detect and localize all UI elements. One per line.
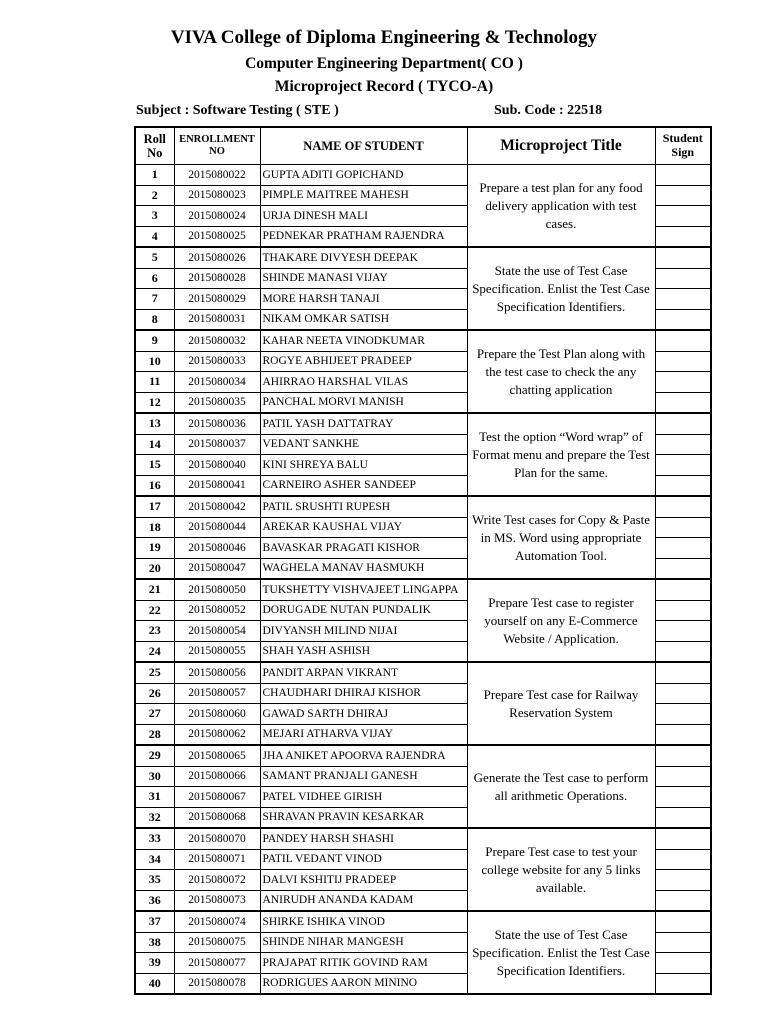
student-name: CARNEIRO ASHER SANDEEP <box>260 475 467 496</box>
roll-number: 1 <box>135 165 174 186</box>
enrollment-number: 2015080067 <box>174 787 260 808</box>
roll-number: 37 <box>135 911 174 932</box>
enrollment-number: 2015080044 <box>174 517 260 538</box>
microproject-title: Test the option “Word wrap” of Format menu and prepare the Test Plan for the same. <box>467 413 655 496</box>
enrollment-number: 2015080034 <box>174 372 260 393</box>
roll-number: 9 <box>135 330 174 351</box>
student-name: PATIL YASH DATTATRAY <box>260 413 467 434</box>
enrollment-number: 2015080033 <box>174 351 260 372</box>
student-name: AREKAR KAUSHAL VIJAY <box>260 517 467 538</box>
student-sign-cell <box>655 600 711 621</box>
student-name: BAVASKAR PRAGATI KISHOR <box>260 538 467 559</box>
roll-number: 38 <box>135 932 174 953</box>
student-name: JHA ANIKET APOORVA RAJENDRA <box>260 745 467 766</box>
roll-number: 12 <box>135 392 174 413</box>
student-sign-cell <box>655 538 711 559</box>
table-row <box>135 828 711 849</box>
enrollment-header: ENROLLMENT NO <box>174 127 260 165</box>
enrollment-number: 2015080028 <box>174 268 260 289</box>
student-sign-cell <box>655 226 711 247</box>
student-name: PANDEY HARSH SHASHI <box>260 828 467 849</box>
student-sign-cell <box>655 372 711 393</box>
enrollment-number: 2015080040 <box>174 455 260 476</box>
enrollment-number: 2015080070 <box>174 828 260 849</box>
enrollment-number: 2015080024 <box>174 206 260 227</box>
student-name: PRAJAPAT RITIK GOVIND RAM <box>260 953 467 974</box>
enrollment-number: 2015080023 <box>174 185 260 206</box>
enrollment-number: 2015080077 <box>174 953 260 974</box>
enrollment-number: 2015080042 <box>174 496 260 517</box>
roll-no-header: Roll No <box>135 127 174 165</box>
roll-number: 2 <box>135 185 174 206</box>
enrollment-number: 2015080029 <box>174 289 260 310</box>
student-name: DORUGADE NUTAN PUNDALIK <box>260 600 467 621</box>
table-header-row <box>135 127 711 165</box>
roll-number: 39 <box>135 953 174 974</box>
student-name: GAWAD SARTH DHIRAJ <box>260 704 467 725</box>
roll-number: 3 <box>135 206 174 227</box>
student-name: PANDIT ARPAN VIKRANT <box>260 662 467 683</box>
student-sign-cell <box>655 849 711 870</box>
table-row <box>135 662 711 683</box>
student-sign-cell <box>655 517 711 538</box>
roll-number: 17 <box>135 496 174 517</box>
student-sign-cell <box>655 724 711 745</box>
roll-number: 34 <box>135 849 174 870</box>
microproject-title: Prepare a test plan for any food delivery application with test cases. <box>467 165 655 248</box>
roll-number: 29 <box>135 745 174 766</box>
roll-number: 7 <box>135 289 174 310</box>
record-title: Microproject Record ( TYCO-A) <box>274 78 494 95</box>
student-name: PIMPLE MAITREE MAHESH <box>260 185 467 206</box>
roll-number: 18 <box>135 517 174 538</box>
microproject-title: State the use of Test Case Specification. Enlist the Test Case Specification Identifiers. <box>467 911 655 994</box>
table-row <box>135 579 711 600</box>
table-row <box>135 165 711 186</box>
student-sign-header: Student Sign <box>655 127 711 165</box>
enrollment-number: 2015080054 <box>174 621 260 642</box>
microproject-title: Prepare the Test Plan along with the test case to check the any chatting application <box>467 330 655 413</box>
table-row <box>135 496 711 517</box>
microproject-title: Generate the Test case to perform all arithmetic Operations. <box>467 745 655 828</box>
student-name: THAKARE DIVYESH DEEPAK <box>260 247 467 268</box>
enrollment-number: 2015080047 <box>174 558 260 579</box>
student-sign-cell <box>655 704 711 725</box>
student-name: TUKSHETTY VISHVAJEET LINGAPPA <box>260 579 467 600</box>
student-name: SHINDE MANASI VIJAY <box>260 268 467 289</box>
roll-number: 14 <box>135 434 174 455</box>
roll-number: 20 <box>135 558 174 579</box>
microproject-title: Prepare Test case for Railway Reservation System <box>467 662 655 745</box>
student-name: KINI SHREYA BALU <box>260 455 467 476</box>
student-name: URJA DINESH MALI <box>260 206 467 227</box>
table-row <box>135 745 711 766</box>
enrollment-number: 2015080032 <box>174 330 260 351</box>
roll-number: 26 <box>135 683 174 704</box>
microproject-title: Prepare Test case to test your college website for any 5 links available. <box>467 828 655 911</box>
student-name: NIKAM OMKAR SATISH <box>260 309 467 330</box>
student-sign-cell <box>655 745 711 766</box>
enrollment-number: 2015080071 <box>174 849 260 870</box>
roll-number: 22 <box>135 600 174 621</box>
student-sign-cell <box>655 289 711 310</box>
student-sign-cell <box>655 558 711 579</box>
student-sign-cell <box>655 413 711 434</box>
student-sign-cell <box>655 932 711 953</box>
student-name: ANIRUDH ANANDA KADAM <box>260 890 467 911</box>
enrollment-number: 2015080046 <box>174 538 260 559</box>
enrollment-number: 2015080075 <box>174 932 260 953</box>
roll-number: 33 <box>135 828 174 849</box>
department-name: Computer Engineering Department( CO ) <box>245 55 523 72</box>
roll-number: 8 <box>135 309 174 330</box>
microproject-title: Prepare Test case to register yourself on any E-Commerce Website / Application. <box>467 579 655 662</box>
student-name: AHIRRAO HARSHAL VILAS <box>260 372 467 393</box>
student-sign-cell <box>655 579 711 600</box>
student-name: DIVYANSH MILIND NIJAI <box>260 621 467 642</box>
enrollment-number: 2015080078 <box>174 973 260 994</box>
student-name: DALVI KSHITIJ PRADEEP <box>260 870 467 891</box>
student-sign-cell <box>655 953 711 974</box>
roll-number: 27 <box>135 704 174 725</box>
student-name: MORE HARSH TANAJI <box>260 289 467 310</box>
enrollment-number: 2015080062 <box>174 724 260 745</box>
enrollment-number: 2015080073 <box>174 890 260 911</box>
roll-number: 28 <box>135 724 174 745</box>
student-name: PATIL SRUSHTI RUPESH <box>260 496 467 517</box>
roll-number: 11 <box>135 372 174 393</box>
student-name: SAMANT PRANJALI GANESH <box>260 766 467 787</box>
student-sign-cell <box>655 434 711 455</box>
roll-number: 5 <box>135 247 174 268</box>
table-row <box>135 413 711 434</box>
student-name: PEDNEKAR PRATHAM RAJENDRA <box>260 226 467 247</box>
student-sign-cell <box>655 787 711 808</box>
student-name: SHRAVAN PRAVIN KESARKAR <box>260 807 467 828</box>
enrollment-number: 2015080072 <box>174 870 260 891</box>
enrollment-number: 2015080055 <box>174 641 260 662</box>
college-name: VIVA College of Diploma Engineering & Technology <box>170 27 598 48</box>
student-sign-cell <box>655 206 711 227</box>
microproject-title: State the use of Test Case Specification. Enlist the Test Case Specification Identifiers. <box>467 247 655 330</box>
enrollment-number: 2015080031 <box>174 309 260 330</box>
student-sign-cell <box>655 766 711 787</box>
roll-number: 24 <box>135 641 174 662</box>
student-sign-cell <box>655 496 711 517</box>
student-sign-cell <box>655 309 711 330</box>
student-name: SHAH YASH ASHISH <box>260 641 467 662</box>
table-row <box>135 911 711 932</box>
student-name: GUPTA ADITI GOPICHAND <box>260 165 467 186</box>
roll-number: 13 <box>135 413 174 434</box>
roll-number: 31 <box>135 787 174 808</box>
student-sign-cell <box>655 870 711 891</box>
student-sign-cell <box>655 807 711 828</box>
enrollment-number: 2015080041 <box>174 475 260 496</box>
enrollment-number: 2015080025 <box>174 226 260 247</box>
roll-number: 23 <box>135 621 174 642</box>
student-sign-cell <box>655 330 711 351</box>
subject-label: Subject : Software Testing ( STE ) <box>136 103 339 118</box>
roll-number: 30 <box>135 766 174 787</box>
enrollment-number: 2015080056 <box>174 662 260 683</box>
roll-number: 10 <box>135 351 174 372</box>
student-sign-cell <box>655 662 711 683</box>
student-name: SHINDE NIHAR MANGESH <box>260 932 467 953</box>
roll-number: 19 <box>135 538 174 559</box>
table-row <box>135 330 711 351</box>
enrollment-number: 2015080060 <box>174 704 260 725</box>
student-sign-cell <box>655 828 711 849</box>
microproject-table <box>134 126 712 995</box>
roll-number: 21 <box>135 579 174 600</box>
enrollment-number: 2015080037 <box>174 434 260 455</box>
enrollment-number: 2015080065 <box>174 745 260 766</box>
microproject-title-header: Microproject Title <box>467 127 655 165</box>
enrollment-number: 2015080022 <box>174 165 260 186</box>
enrollment-number: 2015080036 <box>174 413 260 434</box>
enrollment-number: 2015080052 <box>174 600 260 621</box>
roll-number: 25 <box>135 662 174 683</box>
roll-number: 36 <box>135 890 174 911</box>
student-name-header: NAME OF STUDENT <box>260 127 467 165</box>
student-sign-cell <box>655 890 711 911</box>
student-name: WAGHELA MANAV HASMUKH <box>260 558 467 579</box>
roll-number: 6 <box>135 268 174 289</box>
subject-code: Sub. Code : 22518 <box>494 103 603 118</box>
roll-number: 32 <box>135 807 174 828</box>
roll-number: 4 <box>135 226 174 247</box>
student-sign-cell <box>655 455 711 476</box>
enrollment-number: 2015080066 <box>174 766 260 787</box>
student-name: ROGYE ABHIJEET PRADEEP <box>260 351 467 372</box>
student-sign-cell <box>655 185 711 206</box>
student-sign-cell <box>655 165 711 186</box>
microproject-title: Write Test cases for Copy & Paste in MS. Word using appropriate Automation Tool. <box>467 496 655 579</box>
student-sign-cell <box>655 247 711 268</box>
student-sign-cell <box>655 392 711 413</box>
enrollment-number: 2015080050 <box>174 579 260 600</box>
student-name: PATEL VIDHEE GIRISH <box>260 787 467 808</box>
student-name: CHAUDHARI DHIRAJ KISHOR <box>260 683 467 704</box>
student-sign-cell <box>655 973 711 994</box>
student-sign-cell <box>655 475 711 496</box>
student-sign-cell <box>655 268 711 289</box>
student-name: VEDANT SANKHE <box>260 434 467 455</box>
student-sign-cell <box>655 621 711 642</box>
roll-number: 35 <box>135 870 174 891</box>
roll-number: 15 <box>135 455 174 476</box>
student-name: MEJARI ATHARVA VIJAY <box>260 724 467 745</box>
enrollment-number: 2015080074 <box>174 911 260 932</box>
table-row <box>135 247 711 268</box>
roll-number: 16 <box>135 475 174 496</box>
enrollment-number: 2015080035 <box>174 392 260 413</box>
enrollment-number: 2015080057 <box>174 683 260 704</box>
student-name: RODRIGUES AARON MININO <box>260 973 467 994</box>
student-name: PATIL VEDANT VINOD <box>260 849 467 870</box>
student-sign-cell <box>655 683 711 704</box>
student-name: SHIRKE ISHIKA VINOD <box>260 911 467 932</box>
enrollment-number: 2015080068 <box>174 807 260 828</box>
roll-number: 40 <box>135 973 174 994</box>
student-name: KAHAR NEETA VINODKUMAR <box>260 330 467 351</box>
student-sign-cell <box>655 351 711 372</box>
student-sign-cell <box>655 911 711 932</box>
student-name: PANCHAL MORVI MANISH <box>260 392 467 413</box>
enrollment-number: 2015080026 <box>174 247 260 268</box>
student-sign-cell <box>655 641 711 662</box>
